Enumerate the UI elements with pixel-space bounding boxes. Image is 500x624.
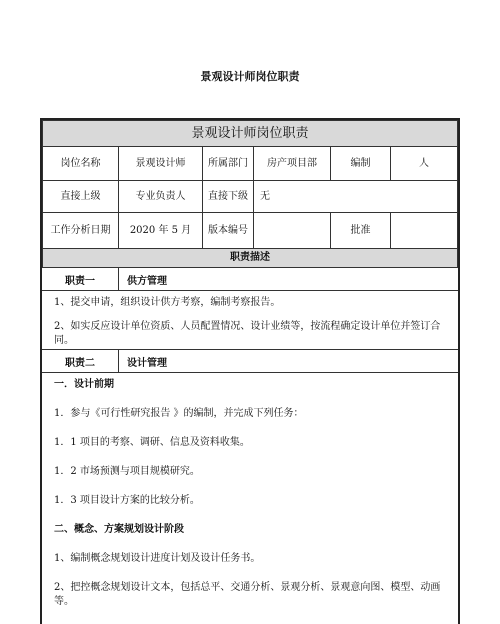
content-line: 1．参与《可行性研究报告 》的编制，并完成下列任务： <box>54 408 304 419</box>
label-superior: 直接上级 <box>43 181 119 213</box>
content-line: 1、编制概念规划设计进度计划及设计任务书。 <box>54 553 261 564</box>
label-approval: 批准 <box>331 213 391 249</box>
value-analysis-date: 2020 年 5 月 <box>119 213 203 249</box>
label-position-name: 岗位名称 <box>43 147 119 181</box>
content-line: 1．3 项目设计方案的比较分析。 <box>54 495 200 506</box>
value-version <box>254 213 331 249</box>
duty-two-label: 职责二 <box>42 350 119 372</box>
value-superior: 专业负责人 <box>119 181 203 213</box>
table-row <box>43 213 458 249</box>
table-row <box>43 147 458 181</box>
content-line: 1．2 市场预测与项目规模研究。 <box>54 466 200 477</box>
label-subordinate: 直接下级 <box>203 181 254 213</box>
label-department: 所属部门 <box>203 147 254 181</box>
info-table <box>42 120 458 268</box>
duty-one-value: 供方管理 <box>127 275 167 287</box>
value-position-name: 景观设计师 <box>119 147 203 181</box>
label-version: 版本编号 <box>203 213 254 249</box>
duty-two-row <box>42 350 458 373</box>
section-title: 职责描述 <box>43 249 458 268</box>
content-line: 1．1 项目的考察、调研、信息及资料收集。 <box>54 437 250 448</box>
job-description-frame <box>40 118 460 624</box>
value-subordinate: 无 <box>254 181 458 213</box>
duty-one-row <box>42 268 458 291</box>
duty-two-value: 设计管理 <box>127 357 167 369</box>
label-analysis-date: 工作分析日期 <box>43 213 119 249</box>
duty-one-label: 职责一 <box>42 268 119 290</box>
value-approval <box>391 213 458 249</box>
content-heading: 二、概念、方案规划设计阶段 <box>54 524 184 535</box>
duty-one-item: 1、提交申请，组织设计供方考察，编制考察报告。 <box>54 297 281 308</box>
content-line: 2、把控概念规划设计文本，包括总平、交通分析、景观分析、景观意向图、模型、动画等。 <box>54 582 441 607</box>
label-staffing: 编制 <box>331 147 391 181</box>
document-title: 景观设计师岗位职责 <box>200 70 300 83</box>
duty-two-content <box>42 378 458 609</box>
table-row <box>43 181 458 213</box>
duty-one-content <box>42 291 458 350</box>
value-department: 房产项目部 <box>254 147 331 181</box>
duty-one-item: 2、如实反应设计单位资质、人员配置情况、设计业绩等，按流程确定设计单位并签订合同。 <box>54 321 441 346</box>
table-title: 景观设计师岗位职责 <box>43 121 458 147</box>
value-staffing: 人 <box>391 147 458 181</box>
content-heading: 一．设计前期 <box>54 379 114 390</box>
